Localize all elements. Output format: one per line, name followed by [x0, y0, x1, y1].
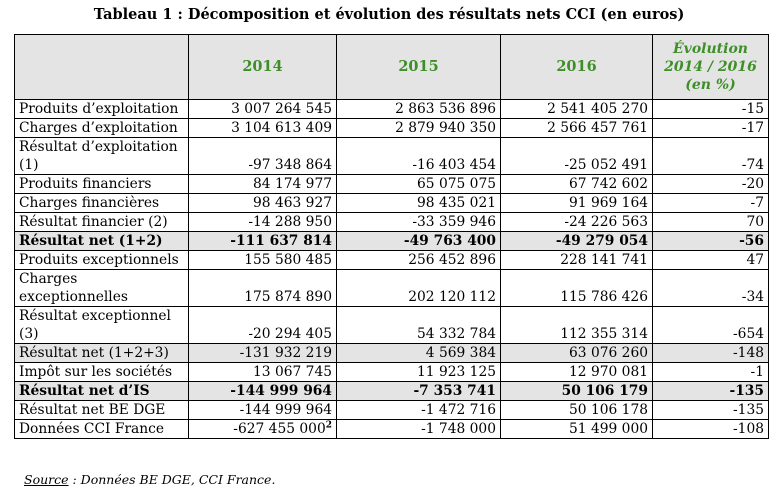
header-2014: 2014	[189, 35, 337, 100]
row-label: Résultat net (1+2+3)	[15, 344, 189, 363]
cell-evolution: -34	[653, 270, 769, 307]
cell-2014: 84 174 977	[189, 175, 337, 194]
header-evolution-line2: 2014 / 2016	[664, 59, 757, 75]
row-label: Impôt sur les sociétés	[15, 363, 189, 382]
cell-2016: 50 106 179	[501, 382, 653, 401]
header-2016: 2016	[501, 35, 653, 100]
row-label: Résultat exceptionnel (3)	[15, 307, 189, 344]
cell-2015: -1 748 000	[337, 420, 501, 439]
cell-2015: 2 879 940 350	[337, 119, 501, 138]
row-label: Résultat net BE DGE	[15, 401, 189, 420]
cell-2015: 98 435 021	[337, 194, 501, 213]
cell-2016: 91 969 164	[501, 194, 653, 213]
cell-2015: 202 120 112	[337, 270, 501, 307]
source-text: : Données BE DGE, CCI France.	[68, 472, 276, 487]
cell-evolution: 70	[653, 213, 769, 232]
header-evolution-line3: (en %)	[685, 77, 736, 93]
cell-2014: -111 637 814	[189, 232, 337, 251]
cell-2014: -131 932 219	[189, 344, 337, 363]
cell-evolution: -135	[653, 401, 769, 420]
footnote-ref: 2	[325, 420, 332, 431]
source-label: Source	[24, 472, 69, 487]
cell-2016: 63 076 260	[501, 344, 653, 363]
cell-2016: 51 499 000	[501, 420, 653, 439]
cell-2016: 228 141 741	[501, 251, 653, 270]
row-label: Résultat d’exploitation (1)	[15, 138, 189, 175]
table-row	[15, 194, 769, 213]
table-row	[15, 270, 769, 307]
row-label: Résultat financier (2)	[15, 213, 189, 232]
cell-evolution: -1	[653, 363, 769, 382]
cell-2014: 175 874 890	[189, 270, 337, 307]
row-label: Résultat net d’IS	[15, 382, 189, 401]
row-label: Charges financières	[15, 194, 189, 213]
cell-evolution: -17	[653, 119, 769, 138]
cell-2015: 65 075 075	[337, 175, 501, 194]
cell-2016: -25 052 491	[501, 138, 653, 175]
row-label: Charges exceptionnelles	[15, 270, 189, 307]
header-evolution-line1: Évolution	[673, 41, 748, 57]
cell-2015: 256 452 896	[337, 251, 501, 270]
table-title: Tableau 1 : Décomposition et évolution des résultats nets CCI (en euros)	[93, 6, 685, 23]
cell-2015: 11 923 125	[337, 363, 501, 382]
table-row	[15, 401, 769, 420]
header-2015: 2015	[337, 35, 501, 100]
cell-2014: -144 999 964	[189, 401, 337, 420]
cell-2014: -20 294 405	[189, 307, 337, 344]
table-row	[15, 213, 769, 232]
results-table	[14, 34, 769, 439]
row-label: Produits exceptionnels	[15, 251, 189, 270]
cell-2014-value: -627 455 000	[233, 421, 326, 437]
cell-2014: 13 067 745	[189, 363, 337, 382]
header-evolution	[653, 35, 769, 100]
row-label: Charges d’exploitation	[15, 119, 189, 138]
cell-2015: -7 353 741	[337, 382, 501, 401]
cell-evolution: -148	[653, 344, 769, 363]
table-row	[15, 251, 769, 270]
cell-evolution: -135	[653, 382, 769, 401]
table-row	[15, 175, 769, 194]
cell-2016: -49 279 054	[501, 232, 653, 251]
cell-evolution: -20	[653, 175, 769, 194]
header-row	[15, 35, 769, 100]
cell-evolution: -56	[653, 232, 769, 251]
cell-evolution: -7	[653, 194, 769, 213]
header-empty	[15, 35, 189, 100]
cell-2015: 54 332 784	[337, 307, 501, 344]
cell-evolution: -15	[653, 100, 769, 119]
cell-2014: 3 007 264 545	[189, 100, 337, 119]
cell-2014: -14 288 950	[189, 213, 337, 232]
cell-evolution: -654	[653, 307, 769, 344]
table-row	[15, 382, 769, 401]
row-label: Produits financiers	[15, 175, 189, 194]
cell-evolution: -108	[653, 420, 769, 439]
table-row	[15, 363, 769, 382]
cell-2016: 67 742 602	[501, 175, 653, 194]
cell-2014: 98 463 927	[189, 194, 337, 213]
cell-2016: 2 566 457 761	[501, 119, 653, 138]
row-label: Résultat net (1+2)	[15, 232, 189, 251]
cell-2015: -49 763 400	[337, 232, 501, 251]
source-note	[24, 472, 275, 487]
cell-2015: -1 472 716	[337, 401, 501, 420]
cell-2014: -97 348 864	[189, 138, 337, 175]
cell-2016: 50 106 178	[501, 401, 653, 420]
row-label: Produits d’exploitation	[15, 100, 189, 119]
table-row	[15, 232, 769, 251]
cell-2014: 155 580 485	[189, 251, 337, 270]
cell-2016: -24 226 563	[501, 213, 653, 232]
cell-2015: -33 359 946	[337, 213, 501, 232]
cell-2016: 2 541 405 270	[501, 100, 653, 119]
cell-2014	[189, 420, 337, 439]
cell-evolution: 47	[653, 251, 769, 270]
cell-2015: 4 569 384	[337, 344, 501, 363]
cell-2016: 115 786 426	[501, 270, 653, 307]
cell-2015: -16 403 454	[337, 138, 501, 175]
cell-2015: 2 863 536 896	[337, 100, 501, 119]
row-label: Données CCI France	[15, 420, 189, 439]
table-row	[15, 344, 769, 363]
cell-2014: 3 104 613 409	[189, 119, 337, 138]
table-row	[15, 100, 769, 119]
table-row	[15, 119, 769, 138]
table-row	[15, 420, 769, 439]
cell-2016: 12 970 081	[501, 363, 653, 382]
cell-2016: 112 355 314	[501, 307, 653, 344]
cell-evolution: -74	[653, 138, 769, 175]
cell-2014: -144 999 964	[189, 382, 337, 401]
table-row	[15, 307, 769, 344]
table-row	[15, 138, 769, 175]
